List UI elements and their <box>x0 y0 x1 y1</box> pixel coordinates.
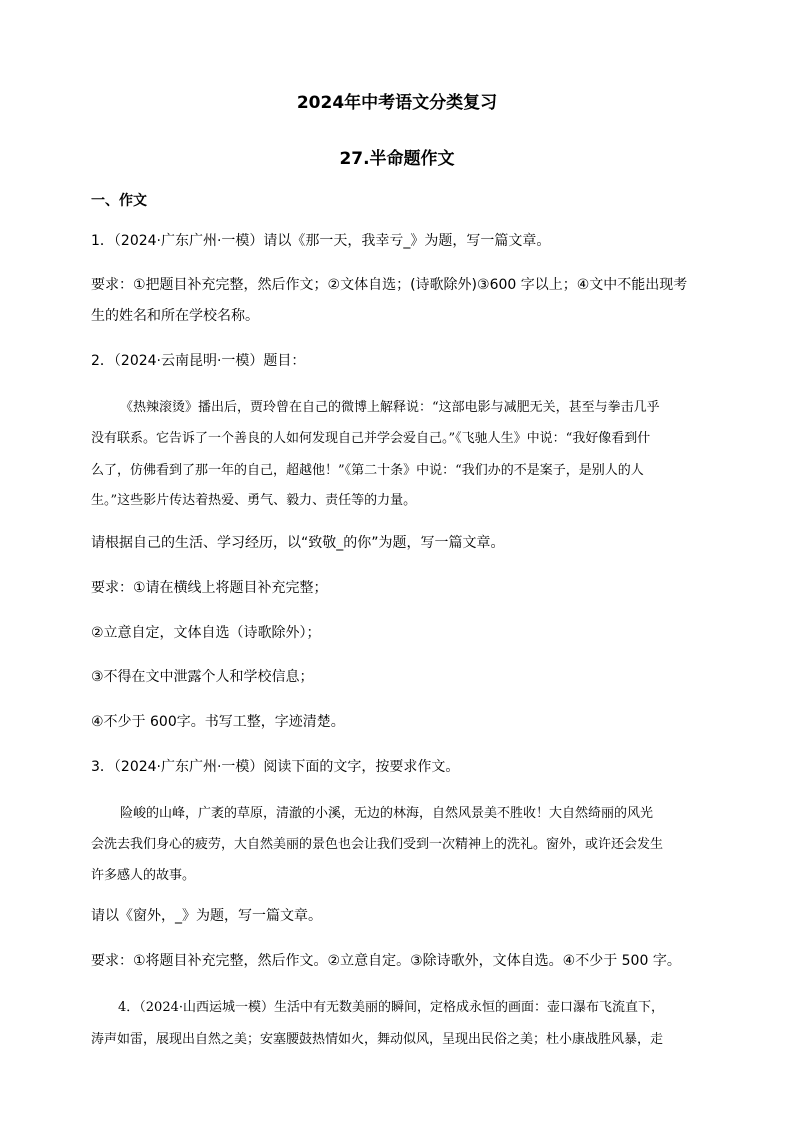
section-heading: 一、作文 <box>91 193 147 209</box>
document-title: 2024年中考语文分类复习 <box>296 93 498 113</box>
question-2-passage-line: 生。”这些影片传达着热爱、勇气、毅力、责任等的力量。 <box>91 493 417 508</box>
question-3-requirement: 要求：①将题目补充完整，然后作文。②立意自定。③除诗歌外，文体自选。④不少于 500 字。 <box>91 953 681 969</box>
question-2-prompt: 请根据自己的生活、学习经历，以“致敬_的你”为题，写一篇文章。 <box>91 535 505 551</box>
question-2-title: 2．（2024·云南昆明·一模）题目： <box>91 353 306 369</box>
question-2-requirement: 要求：①请在横线上将题目补充完整； <box>91 580 328 596</box>
question-3-title: 3．（2024·广东广州·一模）阅读下面的文字，按要求作文。 <box>91 759 460 775</box>
question-2-passage-line: 《热辣滚烫》播出后，贾玲曾在自己的微博上解释说：“这部电影与减肥无关，甚至与拳击几乎 <box>120 400 660 415</box>
question-1-requirement: 要求：①把题目补充完整，然后作文；②文体自选；(诗歌除外)③600 字以上；④文中不能出现考 <box>91 277 688 293</box>
question-2-requirement: ④不少于 600字。书写工整，字迹清楚。 <box>91 714 345 730</box>
question-1-requirement-cont: 生的姓名和所在学校名称。 <box>91 308 259 324</box>
question-2-passage-line: 么了，仿佛看到了那一年的自己，超越他！”《第二十条》中说：“我们办的不是案子，是别人的人 <box>91 463 644 478</box>
question-3-passage-line: 会洗去我们身心的疲劳，大自然美丽的景色也会让我们受到一次精神上的洗礼。窗外，或许还会发生 <box>91 837 664 852</box>
question-3-prompt: 请以《窗外，_》为题，写一篇文章。 <box>91 908 322 924</box>
question-3-passage-line: 许多感人的故事。 <box>91 868 196 883</box>
document-subtitle: 27.半命题作文 <box>339 149 455 169</box>
question-2-passage-line: 没有联系。它告诉了一个善良的人如何发现自己并学会爱自己。”《飞驰人生》中说：“我好像看到什 <box>91 431 651 446</box>
question-4-text: 涛声如雷，展现出自然之美；安塞腰鼓热情如火，舞动似风，呈现出民俗之美；杜小康战胜风暴，走 <box>91 1032 664 1047</box>
question-1-title: 1．（2024·广东广州·一模）请以《那一天，我幸亏_》为题，写一篇文章。 <box>91 233 551 249</box>
question-2-requirement: ③不得在文中泄露个人和学校信息； <box>91 669 314 685</box>
question-4-title: 4．（2024·山西运城一模）生活中有无数美丽的瞬间，定格成永恒的画面：壶口瀑布飞流直下， <box>118 1000 664 1015</box>
question-2-requirement: ②立意自定，文体自选（诗歌除外）； <box>91 625 321 641</box>
question-3-passage-line: 险峻的山峰，广袤的草原，清澈的小溪，无边的林海，自然风景美不胜收！大自然绮丽的风光 <box>120 806 654 821</box>
